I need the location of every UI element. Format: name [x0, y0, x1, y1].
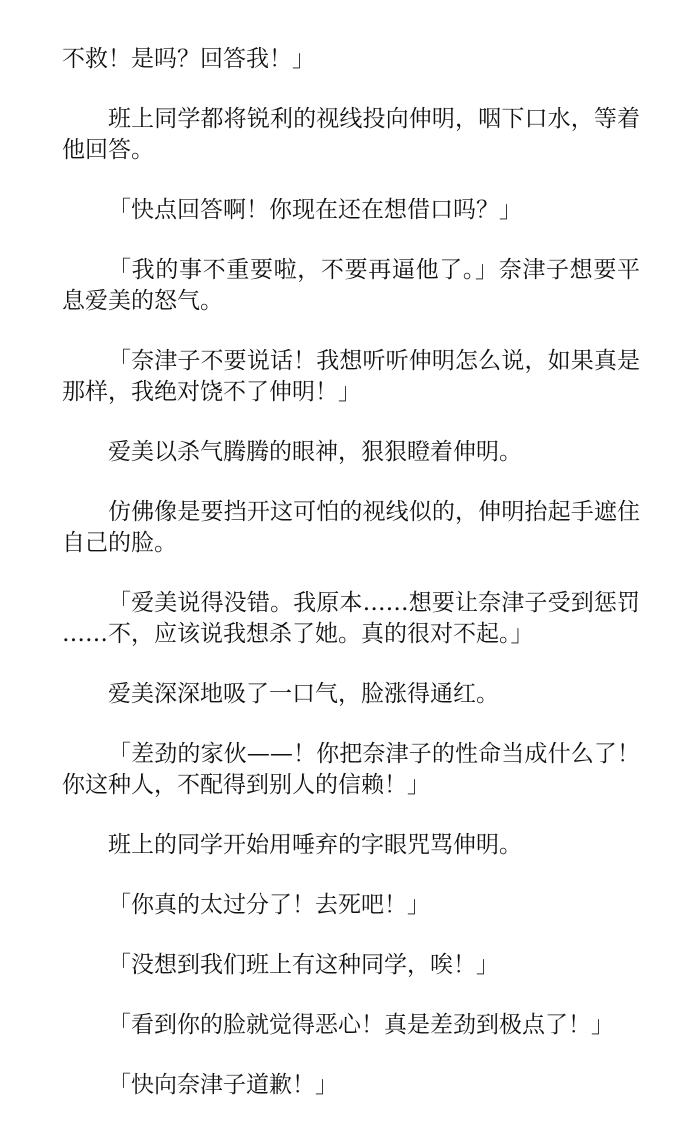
paragraph: 仿佛像是要挡开这可怕的视线似的，伸明抬起手遮住自己的脸。: [62, 499, 640, 556]
paragraph: 班上的同学开始用唾弃的字眼咒骂伸明。: [108, 832, 522, 858]
paragraph: 「奈津子不要说话！我想听听伸明怎么说，如果真是那样，我绝对饶不了伸明！」: [62, 348, 640, 405]
paragraph: 「我的事不重要啦，不要再逼他了。」奈津子想要平息爱美的怒气。: [62, 257, 640, 314]
paragraph-continuation: 不救！是吗？回答我！」: [62, 46, 315, 72]
paragraph: 「你真的太过分了！去死吧！」: [108, 892, 430, 918]
paragraph: 爱美以杀气腾腾的眼神，狠狠瞪着伸明。: [108, 439, 522, 465]
paragraph: 「差劲的家伙——！你把奈津子的性命当成什么了！你这种人，不配得到别人的信赖！」: [62, 741, 640, 798]
paragraph: 「快向奈津子道歉！」: [108, 1072, 338, 1098]
paragraph: 「快点回答啊！你现在还在想借口吗？」: [108, 197, 522, 223]
paragraph: 爱美深深地吸了一口气，脸涨得通红。: [108, 681, 499, 707]
paragraph: 「看到你的脸就觉得恶心！真是差劲到极点了！」: [108, 1012, 614, 1038]
paragraph: 「没想到我们班上有这种同学，唉！」: [108, 952, 499, 978]
paragraph: 班上同学都将锐利的视线投向伸明，咽下口水，等着他回答。: [62, 106, 640, 163]
paragraph: 「爱美说得没错。我原本……想要让奈津子受到惩罚……不，应该说我想杀了她。真的很对不起。」: [62, 590, 640, 647]
text-body: [62, 44, 640, 1130]
